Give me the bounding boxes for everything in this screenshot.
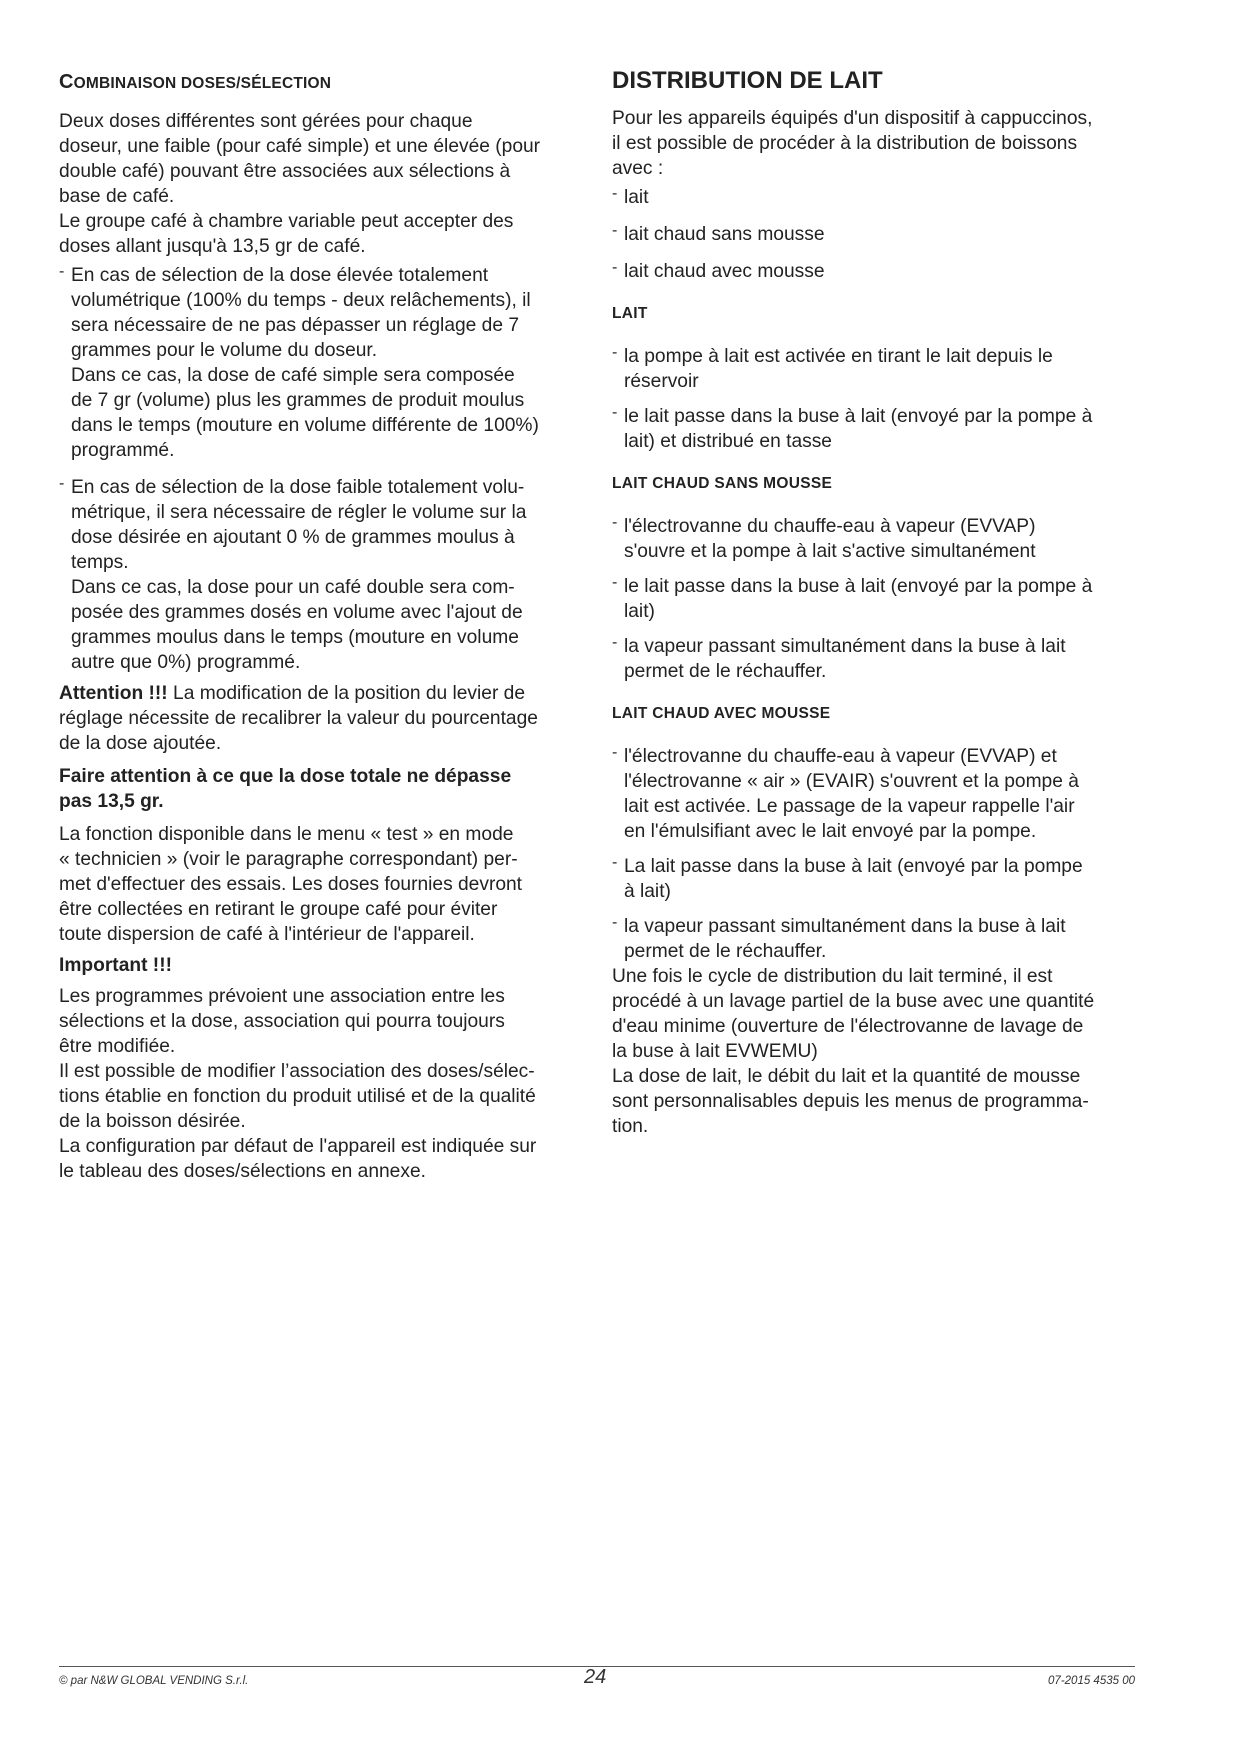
list-item: - le lait passe dans la buse à lait (envoyé par la pompe à lait) — [612, 574, 1093, 622]
list-item: - l'électrovanne du chauffe-eau à vapeur (EVVAP) et l'électrovanne « air » (EVAIR) s'ouvrent et la pompe à lait est activée. Le passage de la vapeur rappelle l'air en l'émulsifiant avec le lait envoyé par la pompe. — [612, 744, 1079, 842]
list-item: - l'électrovanne du chauffe-eau à vapeur (EVVAP) s'ouvre et la pompe à lait s'active simultanément — [612, 514, 1036, 562]
intro-paragraph: Deux doses différentes sont gérées pour chaque doseur, une faible (pour café simple) et une élevée (pour double café) pouvant être associées aux sélections à base de café. Le groupe café à chambre variable peut accepter des doses allant jusqu'à 13,5 gr de café. — [59, 111, 541, 257]
subtitle-lait-chaud-avec-mousse: LAIT CHAUD AVEC MOUSSE — [612, 705, 831, 722]
list-item-dose-faible: - En cas de sélection de la dose faible totalement volu- métrique, il sera nécessaire de régler le volume sur la dose désirée en ajoutant 0 % de grammes moulus à temps. Dans ce cas, la dose pour un café double sera com- posée des grammes dosés en volume avec l'ajout de grammes moulus dans le temps (mouture en volume autre que 0%) programmé. — [59, 475, 527, 673]
intro-paragraph-right: Pour les appareils équipés d'un dispositif à cappuccinos, il est possible de procéder à la distribution de boissons avec : — [612, 108, 1093, 179]
list-item-dose-elevee: - En cas de sélection de la dose élevée totalement volumétrique (100% du temps - deux relâchements), il sera nécessaire de ne pas dépasser un réglage de 7 grammes pour le volume du doseur. Dans ce cas, la dose de café simple sera composée de 7 gr (volume) plus les grammes de produit moulus dans le temps (mouture en volume différente de 100%) programmé. — [59, 263, 539, 461]
attention-paragraph: Attention !!! La modification de la position du levier de réglage nécessite de recalibrer la valeur du pourcentage de la dose ajoutée. — [59, 683, 538, 754]
right-column — [612, 68, 1142, 1139]
final-paragraph-left: Les programmes prévoient une association entre les sélections et la dose, association qui pourra toujours être modifiée. Il est possible de modifier l’association des doses/sélec- tions établie en fonction du produit utilisé et de la qualité de la boisson désirée. La configuration par défaut de l'appareil est indiquée sur le tableau des doses/sélections en annexe. — [59, 986, 537, 1182]
warning-paragraph: Faire attention à ce que la dose totale ne dépasse pas 13,5 gr. — [59, 766, 512, 812]
list-item: - le lait passe dans la buse à lait (envoyé par la pompe à lait) et distribué en tasse — [612, 404, 1093, 452]
option-item: - lait chaud sans mousse — [612, 222, 825, 245]
important-label: Important !!! — [59, 955, 172, 976]
list-item: - La lait passe dans la buse à lait (envoyé par la pompe à lait) — [612, 854, 1083, 902]
option-item: - lait chaud avec mousse — [612, 259, 825, 282]
list-item: - la vapeur passant simultanément dans la buse à lait permet de le réchauffer. — [612, 914, 1066, 962]
test-paragraph: La fonction disponible dans le menu « test » en mode « technicien » (voir le paragraphe correspondant) per- met d'effectuer des essais. Les doses fournies devront être collectées en retirant le groupe café pour éviter toute dispersion de café à l'intérieur de l'appareil. — [59, 824, 523, 945]
section-title-distribution: DISTRIBUTION DE LAIT — [612, 67, 883, 94]
subtitle-lait-chaud-sans-mousse: LAIT CHAUD SANS MOUSSE — [612, 475, 833, 492]
page-number: 24 — [584, 1666, 607, 1688]
option-item: - lait — [612, 185, 649, 208]
list-item: - la pompe à lait est activée en tirant le lait depuis le réservoir — [612, 344, 1053, 392]
footer-doc-ref: 07-2015 4535 00 — [1048, 1675, 1135, 1687]
subtitle-lait: LAIT — [612, 305, 648, 322]
final-paragraph-right: Une fois le cycle de distribution du lait terminé, il est procédé à un lavage partiel de la buse avec une quantité d'eau minime (ouverture de l'électrovanne de lavage de la buse à lait EVWEMU) La dose de lait, le débit du lait et la quantité de mousse sont personnalisables depuis les menus de programma- tion. — [612, 966, 1095, 1137]
attention-label: Attention !!! — [59, 683, 168, 704]
section-title-combinaison: COMBINAISON DOSES/SÉLECTION — [59, 71, 332, 93]
left-column — [59, 68, 582, 1184]
list-item: - la vapeur passant simultanément dans la buse à lait permet de le réchauffer. — [612, 634, 1066, 682]
footer-copyright: © par N&W GLOBAL VENDING S.r.l. — [59, 1675, 249, 1687]
